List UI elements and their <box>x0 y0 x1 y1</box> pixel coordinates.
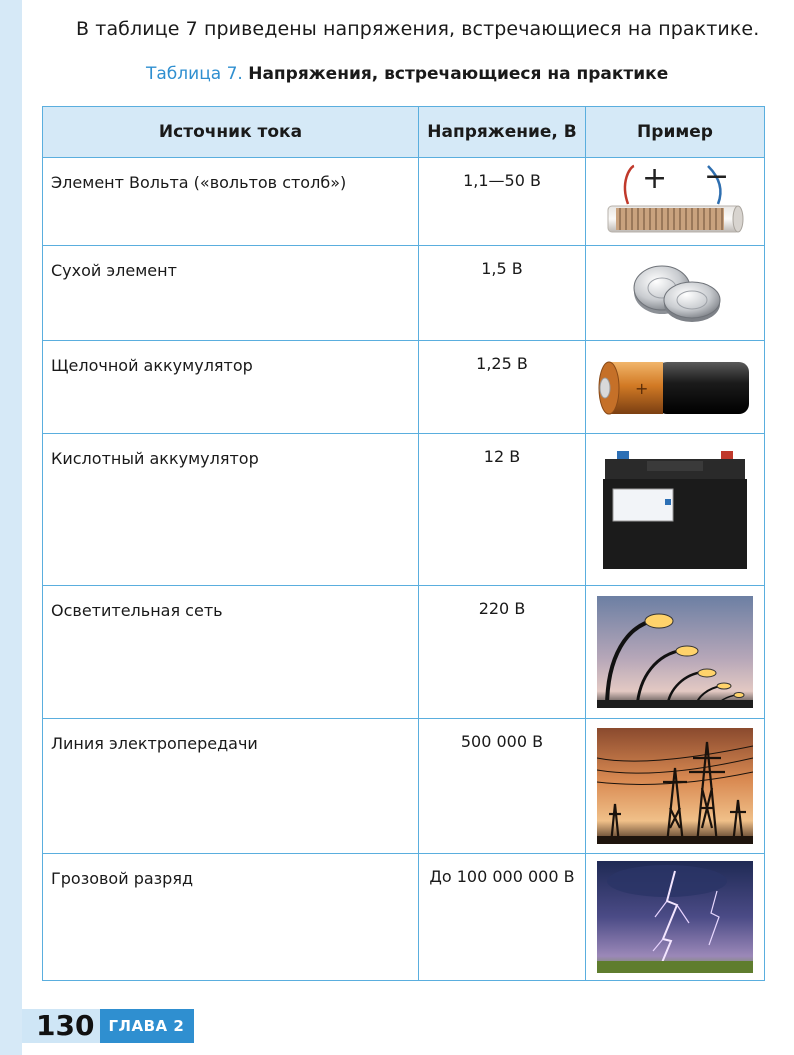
header-source: Источник тока <box>43 107 419 158</box>
row-source: Кислотный аккумулятор <box>43 434 419 586</box>
row-source: Осветительная сеть <box>43 586 419 719</box>
row-source: Элемент Вольта («вольтов столб») <box>43 158 419 246</box>
row-source: Сухой элемент <box>43 246 419 341</box>
aa-battery-icon <box>586 341 764 433</box>
row-voltage: 1,1—50 В <box>419 158 586 246</box>
page-number: 130 <box>22 1009 100 1043</box>
power-line-photo <box>586 719 764 853</box>
intro-text: В таблице 7 приведены напряжения, встречающиеся на практике. <box>76 18 760 40</box>
table-row <box>43 341 765 434</box>
row-source: Линия электропередачи <box>43 719 419 854</box>
button-cell-icon <box>586 246 764 340</box>
street-lights-photo <box>586 586 764 718</box>
row-voltage: До 100 000 000 В <box>419 854 586 981</box>
row-voltage: 500 000 В <box>419 719 586 854</box>
lightning-photo <box>586 854 764 980</box>
voltaic-pile-icon <box>586 158 764 245</box>
svg-text:−: − <box>704 161 730 194</box>
row-source: Щелочной аккумулятор <box>43 341 419 434</box>
row-source: Грозовой разряд <box>43 854 419 981</box>
svg-text:+: + <box>642 161 668 196</box>
row-voltage: 1,25 В <box>419 341 586 434</box>
row-voltage: 1,5 В <box>419 246 586 341</box>
row-voltage: 220 В <box>419 586 586 719</box>
table-row <box>43 434 765 586</box>
table-row <box>43 158 765 246</box>
page-footer <box>22 1009 194 1043</box>
svg-text:+: + <box>635 379 649 398</box>
table-caption <box>146 64 668 84</box>
voltages-table <box>42 106 765 981</box>
caption-title: Напряжения, встречающиеся на практике <box>248 64 669 84</box>
header-voltage: Напряжение, В <box>419 107 586 158</box>
chapter-label: ГЛАВА 2 <box>100 1009 194 1043</box>
table-row <box>43 586 765 719</box>
table-row <box>43 246 765 341</box>
page-side-strip <box>0 0 22 1055</box>
table-row <box>43 719 765 854</box>
table-header-row <box>43 107 765 158</box>
row-voltage: 12 В <box>419 434 586 586</box>
car-battery-icon <box>586 434 764 585</box>
caption-label: Таблица 7. <box>146 64 243 84</box>
header-example: Пример <box>586 107 765 158</box>
table-row <box>43 854 765 981</box>
